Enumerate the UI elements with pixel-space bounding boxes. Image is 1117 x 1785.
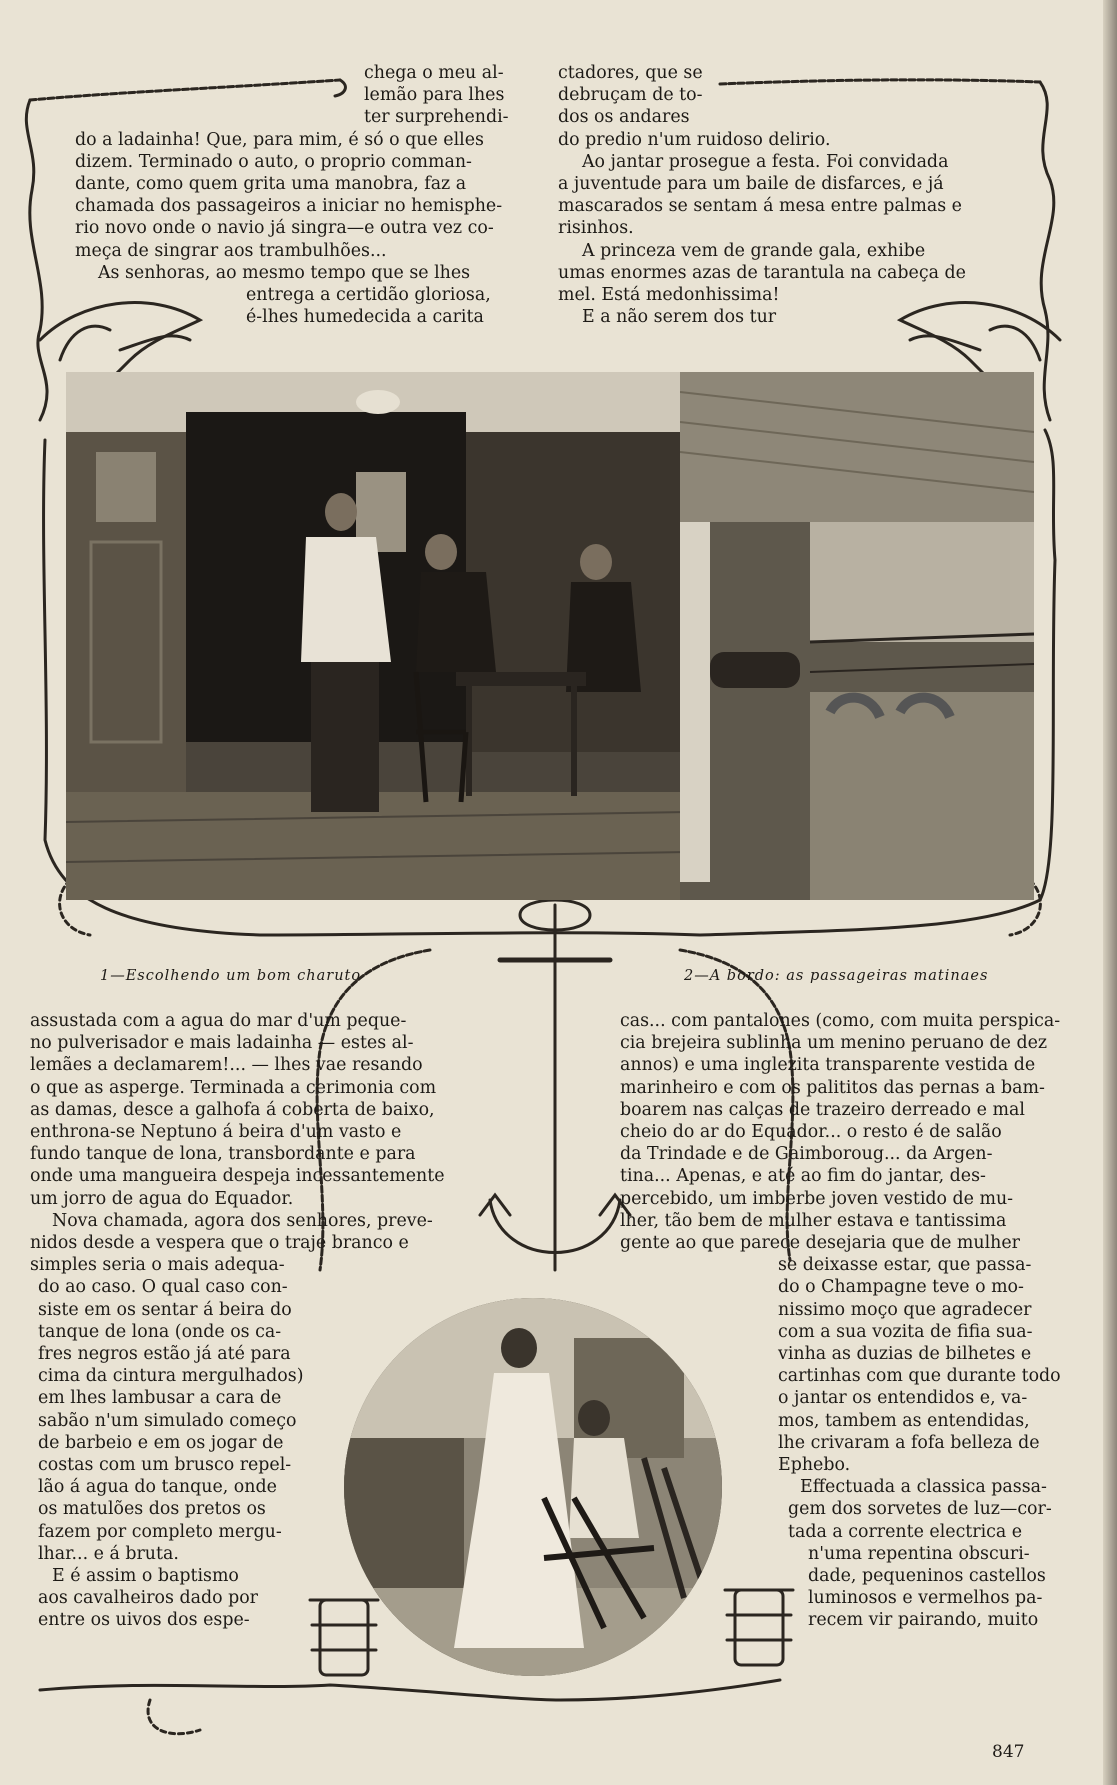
- text-line: marinheiro e com os palititos das pernas a bam-: [620, 1077, 1045, 1098]
- text-line: umas enormes azas de tarantula na cabeça de: [558, 262, 966, 283]
- text-line: onde uma mangueira despeja incessantemente: [30, 1166, 445, 1187]
- text-line: do a ladainha! Que, para mim, é só o que elles: [75, 129, 484, 150]
- text-line: enthrona-se Neptuno á beira d'um vasto e: [30, 1122, 402, 1143]
- text-line: entrega a certidão gloriosa,: [246, 285, 491, 306]
- text-line: vinha as duzias de bilhetes e: [778, 1344, 1032, 1365]
- text-line: em lhes lambusar a cara de: [38, 1388, 282, 1409]
- text-line: tina... Apenas, e até ao fim do jantar, des-: [620, 1166, 986, 1187]
- text-line: lher, tão bem de mulher estava e tantissima: [620, 1210, 1007, 1231]
- text-line: a juventude para um baile de disfarces, e já: [558, 174, 944, 195]
- text-line: entre os uivos dos espe-: [38, 1610, 250, 1631]
- top-left-column: [40, 62, 520, 328]
- text-line: do predio n'um ruidoso delirio.: [558, 129, 831, 150]
- page-edge-shadow: [1103, 0, 1117, 1785]
- text-line: meça de singrar aos trambulhões...: [75, 240, 387, 261]
- text-line: ctadores, que se: [558, 63, 703, 83]
- text-line: o que as asperge. Terminada a cerimonia com: [30, 1077, 437, 1098]
- text-line: mel. Está medonhissima!: [558, 285, 780, 306]
- text-line: lemão para lhes: [364, 85, 505, 106]
- text-line: lhe crivaram a fofa belleza de: [778, 1432, 1040, 1453]
- text-line: o jantar os entendidos e, va-: [778, 1388, 1028, 1409]
- text-line: com a sua vozita de fifia sua-: [778, 1321, 1033, 1342]
- text-line: boarem nas calças de trazeiro derreado e mal: [620, 1099, 1025, 1120]
- text-line: chega o meu al-: [364, 63, 504, 83]
- text-line: nidos desde a vespera que o traje branco e: [30, 1233, 409, 1254]
- text-line: ter surprehendi-: [364, 107, 509, 128]
- text-line: do ao caso. O qual caso con-: [38, 1277, 288, 1298]
- text-line: cheio do ar do Equador... o resto é de salão: [620, 1122, 1002, 1143]
- text-line: percebido, um imberbe joven vestido de mu-: [620, 1188, 1014, 1209]
- text-line: lhar... e á bruta.: [38, 1543, 179, 1564]
- photo-deck: [680, 372, 1034, 900]
- text-line: mos, tambem as entendidas,: [778, 1410, 1030, 1431]
- text-line: n'uma repentina obscuri-: [808, 1543, 1030, 1564]
- text-line: do o Champagne teve o mo-: [778, 1277, 1024, 1298]
- text-line: dizem. Terminado o auto, o proprio comman-: [75, 151, 472, 172]
- text-line: lemães a declamarem!... — lhes vae resando: [30, 1055, 423, 1076]
- text-line: Effectuada a classica passa-: [800, 1477, 1047, 1498]
- text-line: lão á agua do tanque, onde: [38, 1477, 277, 1498]
- text-line: fundo tanque de lona, transbordante e para: [30, 1144, 416, 1165]
- text-line: fazem por completo mergu-: [38, 1521, 282, 1542]
- text-line: chamada dos passageiros a iniciar no hemisphe-: [75, 196, 503, 217]
- text-line: gem dos sorvetes de luz—cor-: [788, 1499, 1052, 1520]
- text-line: se deixasse estar, que passa-: [778, 1255, 1032, 1276]
- text-line: mascarados se sentam á mesa entre palmas e: [558, 196, 962, 217]
- text-line: A princeza vem de grande gala, exhibe: [582, 240, 926, 261]
- page-number: 847: [992, 1742, 1025, 1762]
- top-right-column: [558, 62, 1008, 328]
- text-line: costas com um brusco repel-: [38, 1455, 292, 1476]
- text-line: E é assim o baptismo: [52, 1566, 239, 1587]
- bottom-right-column: [620, 1010, 1090, 1632]
- text-line: debruçam de to-: [558, 85, 703, 106]
- text-line: simples seria o mais adequa-: [30, 1255, 285, 1276]
- text-line: annos) e uma inglezita transparente vestida de: [620, 1055, 1036, 1076]
- text-line: no pulverisador e mais ladainha — estes al-: [30, 1033, 414, 1054]
- text-line: risinhos.: [558, 218, 634, 239]
- text-line: dade, pequeninos castellos: [808, 1566, 1046, 1587]
- text-line: cia brejeira sublinha um menino peruano de dez: [620, 1033, 1048, 1054]
- text-line: Nova chamada, agora dos senhores, preve-: [52, 1210, 433, 1231]
- text-line: rio novo onde o navio já singra—e outra vez co-: [75, 218, 494, 239]
- text-line: tanque de lona (onde os ca-: [38, 1321, 282, 1342]
- text-line: gente ao que parece desejaria que de mulher: [620, 1233, 1020, 1254]
- text-line: sabão n'um simulado começo: [38, 1410, 297, 1431]
- caption-photo-1: 1—Escolhendo um bom charuto: [100, 968, 362, 984]
- caption-photo-2: 2—A bordo: as passageiras matinaes: [684, 968, 989, 984]
- text-line: fres negros estão já até para: [38, 1344, 291, 1365]
- text-line: Ao jantar prosegue a festa. Foi convidada: [582, 151, 949, 172]
- text-line: luminosos e vermelhos pa-: [808, 1588, 1043, 1609]
- text-line: cas... com pantalones (como, com muita perspica-: [620, 1011, 1061, 1031]
- text-line: cima da cintura mergulhados): [38, 1366, 304, 1387]
- text-line: E a não serem dos tur: [582, 307, 777, 328]
- text-line: recem vir pairando, muito: [808, 1610, 1039, 1631]
- text-line: cartinhas com que durante todo: [778, 1366, 1061, 1387]
- text-line: dante, como quem grita uma manobra, faz a: [75, 174, 467, 195]
- text-line: tada a corrente electrica e: [788, 1521, 1023, 1542]
- text-line: os matulões dos pretos os: [38, 1499, 266, 1520]
- text-line: assustada com a agua do mar d'um peque-: [30, 1011, 407, 1031]
- text-line: siste em os sentar á beira do: [38, 1299, 292, 1320]
- text-line: é-lhes humedecida a carita: [246, 307, 484, 328]
- photo-cabin-cigar: [66, 372, 688, 900]
- text-line: dos os andares: [558, 107, 690, 128]
- text-line: as damas, desce a galhofa á coberta de baixo,: [30, 1099, 435, 1120]
- text-line: As senhoras, ao mesmo tempo que se lhes: [98, 262, 471, 283]
- text-line: de barbeio e em os jogar de: [38, 1432, 284, 1453]
- text-line: um jorro de agua do Equador.: [30, 1188, 294, 1209]
- text-line: aos cavalheiros dado por: [38, 1588, 258, 1609]
- text-line: da Trindade e de Gaimboroug... da Argen-: [620, 1144, 993, 1165]
- text-line: nissimo moço que agradecer: [778, 1299, 1032, 1320]
- text-line: Ephebo.: [778, 1455, 851, 1476]
